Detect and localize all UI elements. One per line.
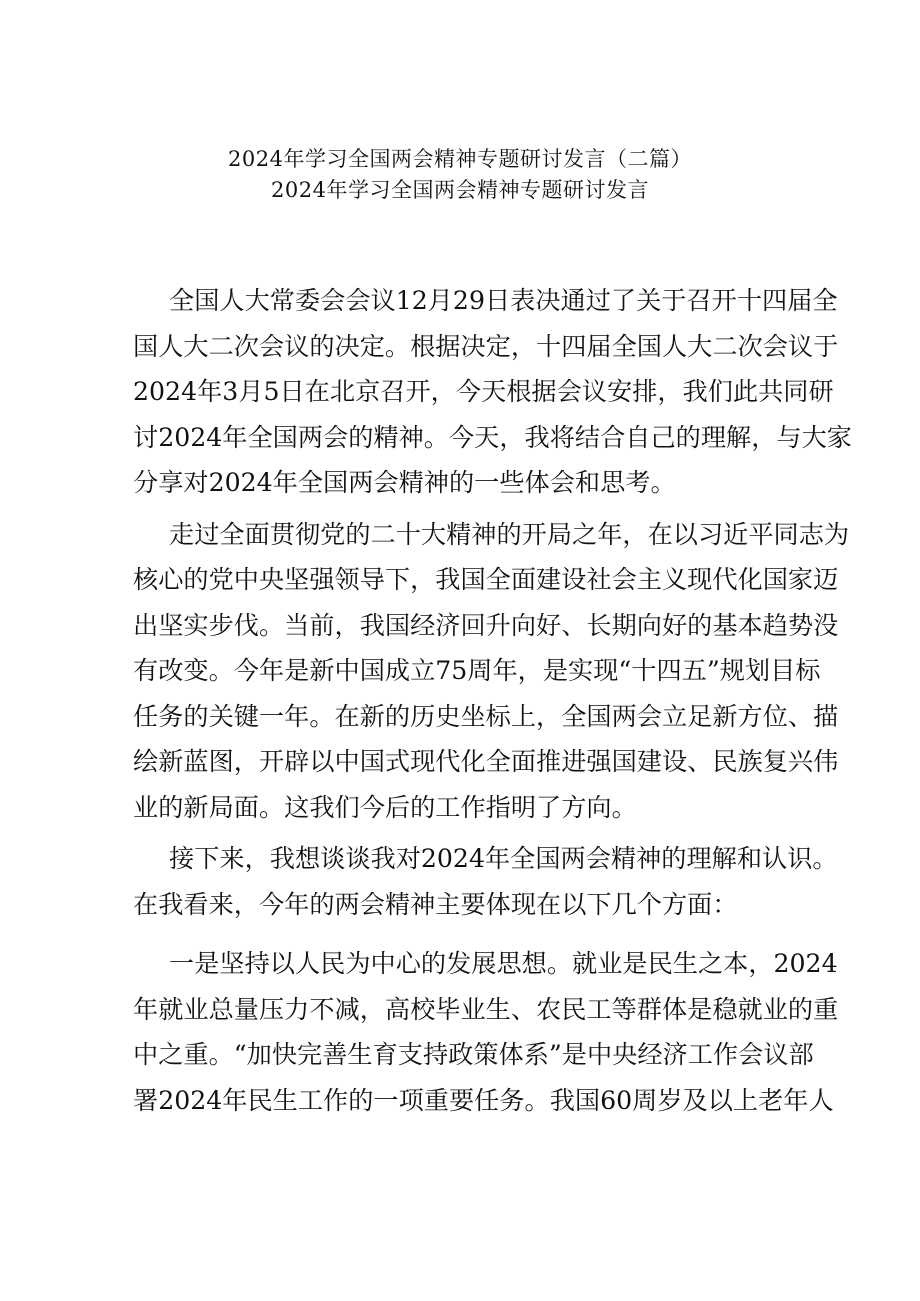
text-line: 2024年3月5日在北京召开，今天根据会议安排，我们此共同研 (133, 377, 834, 406)
document-body (133, 278, 852, 1123)
paragraph-4 (133, 941, 839, 1123)
text-line: 走过全面贯彻党的二十大精神的开局之年，在以习近平同志为 (169, 519, 850, 549)
text-line: 署2024年民生工作的一项重要任务。我国60周岁及以上老年人 (133, 1085, 834, 1115)
text-line: 出坚实步伐。当前，我国经济回升向好、长期向好的基本趋势没 (133, 610, 839, 640)
text-line: 年就业总量压力不减，高校毕业生、农民工等群体是稳就业的重 (133, 994, 839, 1024)
text-line: 在我看来，今年的两会精神主要体现在以下几个方面： (133, 889, 738, 919)
text-line: 分享对2024年全国两会精神的一些体会和思考。 (133, 468, 676, 497)
paragraph-2 (133, 512, 850, 831)
paragraph-1 (133, 278, 852, 506)
text-line: 全国人大常委会会议12月29日表决通过了关于召开十四届全 (169, 286, 838, 315)
text-line: 中之重。“加快完善生育支持政策体系”是中央经济工作会议部 (133, 1040, 814, 1069)
text-line: 核心的党中央坚强领导下，我国全面建设社会主义现代化国家迈 (133, 565, 839, 594)
text-line: 业的新局面。这我们今后的工作指明了方向。 (133, 792, 637, 822)
paragraph-3 (133, 836, 838, 927)
text-line: 绘新蓝图，开辟以中国式现代化全面推进强国建设、民族复兴伟 (133, 747, 839, 776)
document-title (0, 144, 920, 206)
title-line-1: 2024年学习全国两会精神专题研讨发言（二篇） (228, 147, 692, 171)
text-line: 任务的关键一年。在新的历史坐标上，全国两会立足新方位、描 (133, 701, 839, 731)
text-line: 有改变。今年是新中国成立75周年，是实现“十四五”规划目标 (133, 656, 821, 685)
text-line: 接下来，我想谈谈我对2024年全国两会精神的理解和认识。 (169, 844, 838, 873)
text-line: 国人大二次会议的决定。根据决定，十四届全国人大二次会议于 (133, 331, 839, 361)
title-line-2: 2024年学习全国两会精神专题研讨发言 (271, 178, 649, 202)
text-line: 讨2024年全国两会的精神。今天，我将结合自己的理解，与大家 (133, 422, 852, 452)
text-line: 一是坚持以人民为中心的发展思想。就业是民生之本，2024 (169, 949, 838, 978)
